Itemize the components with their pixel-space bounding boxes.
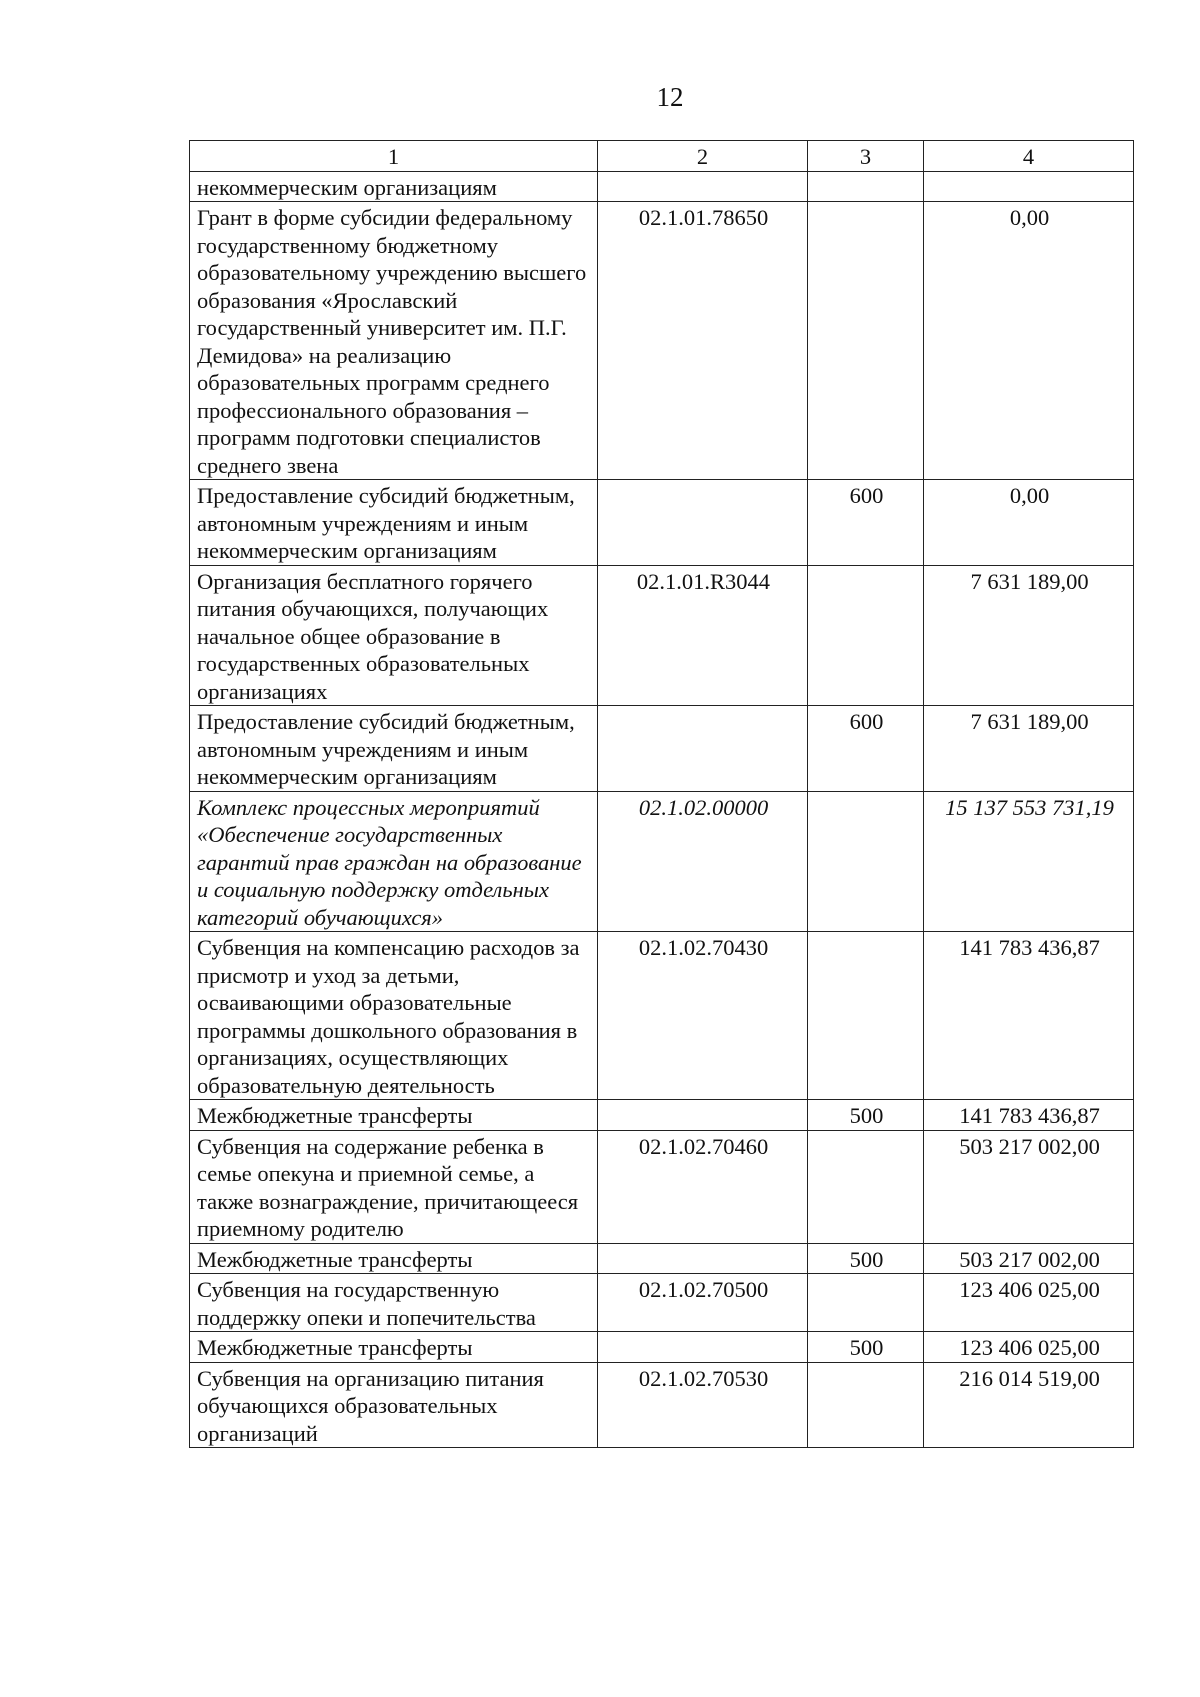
table-row: [190, 1274, 1134, 1332]
row-type-cell: 500: [808, 1100, 924, 1131]
row-name-cell: Предоставление субсидий бюджетным, автономным учреждениям и иным некоммерческим организациям: [190, 706, 598, 792]
row-name-cell: Предоставление субсидий бюджетным, автономным учреждениям и иным некоммерческим организациям: [190, 480, 598, 566]
row-type-cell: [808, 791, 924, 932]
row-type-cell: [808, 1362, 924, 1448]
row-code-cell: 02.1.02.70530: [598, 1362, 808, 1448]
row-code-cell: 02.1.02.00000: [598, 791, 808, 932]
row-code-cell: [598, 706, 808, 792]
row-code-cell: 02.1.02.70500: [598, 1274, 808, 1332]
row-code-cell: [598, 480, 808, 566]
row-amount-cell: 141 783 436,87: [924, 932, 1134, 1100]
row-name-cell: Межбюджетные трансферты: [190, 1243, 598, 1274]
row-amount-cell: 7 631 189,00: [924, 565, 1134, 706]
row-type-cell: [808, 1130, 924, 1243]
table-row: [190, 1362, 1134, 1448]
row-code-cell: [598, 1332, 808, 1363]
budget-table: [189, 140, 1134, 1448]
table-header-row: [190, 141, 1134, 172]
row-code-cell: [598, 1243, 808, 1274]
table-row: [190, 202, 1134, 480]
row-name-cell: некоммерческим организациям: [190, 171, 598, 202]
row-type-cell: [808, 932, 924, 1100]
row-type-cell: 600: [808, 480, 924, 566]
row-amount-cell: 123 406 025,00: [924, 1332, 1134, 1363]
row-code-cell: [598, 171, 808, 202]
table-row: [190, 480, 1134, 566]
table-row: [190, 1130, 1134, 1243]
row-amount-cell: 7 631 189,00: [924, 706, 1134, 792]
row-name-cell: Грант в форме субсидии федеральному государственному бюджетному образовательному учреждению высшего образования «Ярославский государственный университет им. П.Г. Демидова» на реализацию образовательных программ среднего профессионального образования – программ подготовки специалистов среднего звена: [190, 202, 598, 480]
row-code-cell: 02.1.02.70430: [598, 932, 808, 1100]
row-name-cell: Субвенция на государственную поддержку опеки и попечительства: [190, 1274, 598, 1332]
header-cell-3: 3: [808, 141, 924, 172]
row-name-cell: Субвенция на компенсацию расходов за присмотр и уход за детьми, осваивающими образовательные программы дошкольного образования в организациях, осуществляющих образовательную деятельность: [190, 932, 598, 1100]
table-row: [190, 932, 1134, 1100]
row-name-cell: Комплекс процессных мероприятий «Обеспечение государственных гарантий прав граждан на образование и социальную поддержку отдельных категорий обучающихся»: [190, 791, 598, 932]
table-row: [190, 791, 1134, 932]
table-row: [190, 706, 1134, 792]
page-number: 12: [656, 82, 684, 112]
row-amount-cell: 15 137 553 731,19: [924, 791, 1134, 932]
row-name-cell: Межбюджетные трансферты: [190, 1332, 598, 1363]
row-amount-cell: 123 406 025,00: [924, 1274, 1134, 1332]
table-row: [190, 1243, 1134, 1274]
row-amount-cell: 141 783 436,87: [924, 1100, 1134, 1131]
table-row: [190, 1332, 1134, 1363]
row-type-cell: [808, 202, 924, 480]
row-name-cell: Субвенция на организацию питания обучающихся образовательных организаций: [190, 1362, 598, 1448]
table-row: [190, 171, 1134, 202]
row-code-cell: [598, 1100, 808, 1131]
row-code-cell: 02.1.01.R3044: [598, 565, 808, 706]
row-name-cell: Субвенция на содержание ребенка в семье опекуна и приемной семье, а также вознаграждение, причитающееся приемному родителю: [190, 1130, 598, 1243]
table-row: [190, 1100, 1134, 1131]
row-amount-cell: 503 217 002,00: [924, 1243, 1134, 1274]
row-code-cell: 02.1.02.70460: [598, 1130, 808, 1243]
table-row: [190, 565, 1134, 706]
row-type-cell: [808, 171, 924, 202]
header-cell-2: 2: [598, 141, 808, 172]
row-amount-cell: 216 014 519,00: [924, 1362, 1134, 1448]
header-cell-1: 1: [190, 141, 598, 172]
row-type-cell: 500: [808, 1243, 924, 1274]
row-name-cell: Межбюджетные трансферты: [190, 1100, 598, 1131]
row-type-cell: [808, 565, 924, 706]
row-type-cell: 600: [808, 706, 924, 792]
row-name-cell: Организация бесплатного горячего питания обучающихся, получающих начальное общее образование в государственных образовательных организациях: [190, 565, 598, 706]
row-type-cell: [808, 1274, 924, 1332]
row-code-cell: 02.1.01.78650: [598, 202, 808, 480]
header-cell-4: 4: [924, 141, 1134, 172]
row-type-cell: 500: [808, 1332, 924, 1363]
row-amount-cell: 0,00: [924, 480, 1134, 566]
row-amount-cell: 503 217 002,00: [924, 1130, 1134, 1243]
row-amount-cell: [924, 171, 1134, 202]
row-amount-cell: 0,00: [924, 202, 1134, 480]
